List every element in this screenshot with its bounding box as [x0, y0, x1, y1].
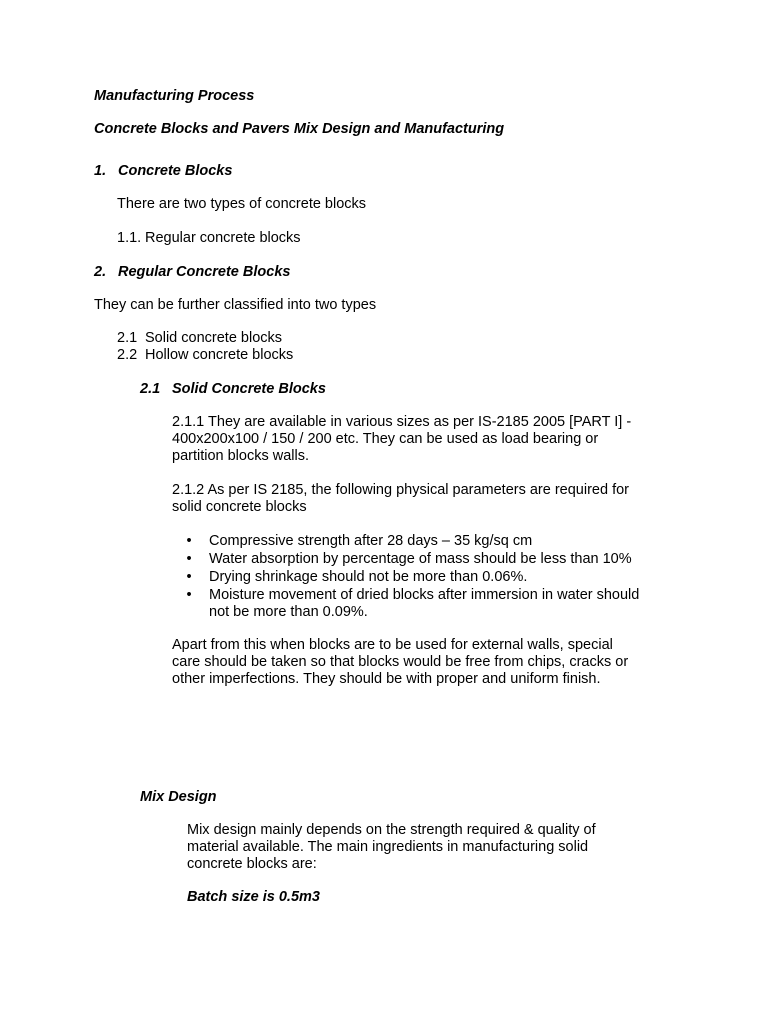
- paragraph-line: partition blocks walls.: [172, 448, 309, 464]
- paragraph-line: care should be taken so that blocks would be free from chips, cracks or: [172, 654, 629, 670]
- section-2-1-number: 2.1: [140, 381, 161, 397]
- paragraph-line: material available. The main ingredients in manufacturing solid: [187, 839, 589, 855]
- paragraph-line: Apart from this when blocks are to be used for external walls, special: [172, 637, 613, 653]
- section-1-intro: There are two types of concrete blocks: [117, 196, 367, 212]
- section-1-heading: [94, 163, 232, 180]
- document-subtitle: Concrete Blocks and Pavers Mix Design and Manufacturing: [94, 121, 505, 137]
- section-1-item-number: 1.1.: [117, 230, 142, 246]
- paragraph-line: other imperfections. They should be with proper and uniform finish.: [172, 671, 601, 687]
- section-1-title: Concrete Blocks: [118, 163, 233, 179]
- section-1-item: [117, 230, 301, 247]
- bullet-marker: •: [186, 587, 192, 603]
- bullet-marker: •: [186, 533, 192, 549]
- paragraph-2-1-2: [172, 482, 629, 516]
- mix-design-heading: Mix Design: [140, 789, 217, 805]
- bullet-marker: •: [186, 551, 192, 567]
- paragraph-line: 400x200x100 / 150 / 200 etc. They can be used as load bearing or: [172, 431, 599, 447]
- bullet-item-continuation: not be more than 0.09%.: [209, 604, 368, 620]
- section-2-item: [117, 347, 293, 364]
- section-2-heading: [94, 264, 290, 281]
- section-2-item: [117, 330, 282, 347]
- bullet-item: Compressive strength after 28 days – 35 kg/sq cm: [209, 533, 533, 549]
- section-2-item-text: Solid concrete blocks: [145, 330, 283, 346]
- section-2-title: Regular Concrete Blocks: [118, 264, 291, 280]
- section-2-item-number: 2.1: [117, 330, 138, 346]
- mix-design-paragraph: [187, 822, 596, 873]
- paragraph-line: 2.1.1 They are available in various sizes as per IS-2185 2005 [PART I] -: [172, 414, 632, 430]
- paragraph-external-walls: [172, 637, 628, 688]
- section-2-item-text: Hollow concrete blocks: [145, 347, 294, 363]
- document-title: Manufacturing Process: [94, 88, 255, 104]
- bullet-item: Water absorption by percentage of mass should be less than 10%: [209, 551, 632, 567]
- section-2-1-heading: [140, 381, 326, 398]
- section-2-item-number: 2.2: [117, 347, 138, 363]
- paragraph-line: solid concrete blocks: [172, 499, 307, 515]
- section-2-1-title: Solid Concrete Blocks: [172, 381, 326, 397]
- bullet-marker: •: [186, 569, 192, 585]
- paragraph-line: Mix design mainly depends on the strength required & quality of: [187, 822, 596, 838]
- batch-size-label: Batch size is 0.5m3: [187, 889, 320, 905]
- paragraph-line: concrete blocks are:: [187, 856, 317, 872]
- section-2-number: 2.: [94, 264, 107, 280]
- section-1-item-text: Regular concrete blocks: [145, 230, 301, 246]
- section-2-intro: They can be further classified into two types: [94, 297, 377, 313]
- paragraph-2-1-1: [172, 414, 631, 465]
- paragraph-line: 2.1.2 As per IS 2185, the following physical parameters are required for: [172, 482, 630, 498]
- section-1-number: 1.: [94, 163, 107, 179]
- bullet-item: Drying shrinkage should not be more than 0.06%.: [209, 569, 528, 585]
- bullet-item: Moisture movement of dried blocks after immersion in water should: [209, 587, 640, 603]
